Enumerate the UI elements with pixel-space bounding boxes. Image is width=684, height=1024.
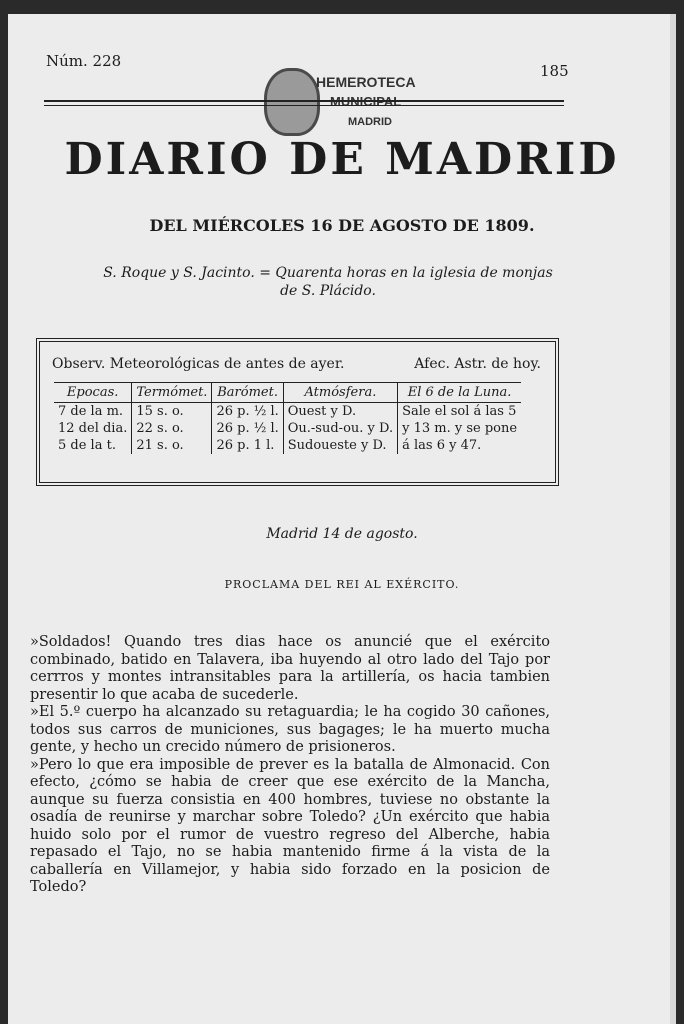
issue-number: Núm. 228 bbox=[46, 52, 122, 70]
saints-line-2: de S. Plácido. bbox=[280, 283, 376, 299]
page-number: 185 bbox=[540, 62, 569, 80]
cell-luna: y 13 m. y se pone bbox=[398, 420, 521, 437]
masthead-title: DIARIO DE MADRID bbox=[64, 134, 620, 185]
header-rule-thin bbox=[44, 105, 564, 106]
issue-date: DEL MIÉRCOLES 16 DE AGOSTO DE 1809. bbox=[149, 216, 535, 235]
cell-barometro: 26 p. 1 l. bbox=[212, 437, 283, 454]
cell-epoca: 12 del dia. bbox=[58, 421, 128, 436]
weather-table-title-row bbox=[52, 356, 547, 372]
header-rule bbox=[44, 100, 564, 102]
cell-termometro: 21 s. o. bbox=[132, 437, 212, 454]
saints-of-day bbox=[68, 264, 588, 300]
cell-barometro: 26 p. ½ l. bbox=[212, 403, 283, 421]
paragraph: »Soldados! Quando tres dias hace os anuncié que el exército combinado, batido en Talavera, iba huyendo al otro lado del Tajo por cerrros y montes intransitables para la artillería, os hacia tambien presentir lo que acaba de sucederle. bbox=[30, 634, 550, 703]
coat-of-arms-icon bbox=[264, 68, 320, 136]
newspaper-page bbox=[8, 14, 676, 1024]
cell-atmosfera: Sudoueste y D. bbox=[283, 437, 397, 454]
cell-luna: Sale el sol á las 5 bbox=[398, 403, 521, 421]
article-body bbox=[30, 634, 550, 897]
stamp-line-3: MADRID bbox=[348, 116, 392, 128]
saints-line-1: S. Roque y S. Jacinto. = Quarenta horas en la iglesia de monjas bbox=[103, 265, 553, 281]
weather-table bbox=[54, 382, 521, 454]
header-epocas: Epocas. bbox=[54, 383, 132, 403]
header-luna: El 6 de la Luna. bbox=[398, 383, 521, 403]
weather-title-left: Observ. Meteorológicas de antes de ayer. bbox=[52, 356, 345, 372]
paragraph: »Pero lo que era imposible de prever es la batalla de Almonacid. Con efecto, ¿cómo se habia de creer que ese exército de la Mancha, aunque su fuerza consistia en 400 hombres, tuviese no obstante la osadía de reunirse y marchar sobre Toledo? ¿Un exército que habia huido solo por el rumor de vuestro regreso del Alberche, habia repasado el Tajo, no se habia mantenido firme á la vista de la caballería en Villamejor, y habia sido forzado en la posicion de Toledo? bbox=[30, 756, 550, 895]
header-termometro: Termómet. bbox=[132, 383, 212, 403]
header-barometro: Barómet. bbox=[212, 383, 283, 403]
table-row bbox=[54, 403, 521, 421]
cell-atmosfera: Ouest y D. bbox=[283, 403, 397, 421]
cell-epoca: 5 de la t. bbox=[58, 438, 116, 453]
paragraph: »El 5.º cuerpo ha alcanzado su retaguardia; le ha cogido 30 cañones, todos sus carros de municiones, sus bagages; le ha muerto mucha gente, y hecho un crecido número de prisioneros. bbox=[30, 704, 550, 755]
weather-header-row bbox=[54, 383, 521, 403]
stamp-line-2: MUNICIPAL bbox=[330, 94, 402, 109]
weather-table-box bbox=[36, 338, 559, 486]
cell-luna: á las 6 y 47. bbox=[398, 437, 521, 454]
table-row bbox=[54, 437, 521, 454]
cell-atmosfera: Ou.-sud-ou. y D. bbox=[283, 420, 397, 437]
stamp-line-1: HEMEROTECA bbox=[316, 74, 416, 90]
table-row bbox=[54, 420, 521, 437]
article-dateline: Madrid 14 de agosto. bbox=[266, 526, 418, 542]
cell-barometro: 26 p. ½ l. bbox=[212, 420, 283, 437]
weather-title-right: Afec. Astr. de hoy. bbox=[414, 356, 541, 372]
article-heading: PROCLAMA DEL REI AL EXÉRCITO. bbox=[224, 578, 460, 591]
cell-epoca: 7 de la m. bbox=[58, 404, 124, 419]
cell-termometro: 15 s. o. bbox=[132, 403, 212, 421]
header-atmosfera: Atmósfera. bbox=[283, 383, 397, 403]
cell-termometro: 22 s. o. bbox=[132, 420, 212, 437]
